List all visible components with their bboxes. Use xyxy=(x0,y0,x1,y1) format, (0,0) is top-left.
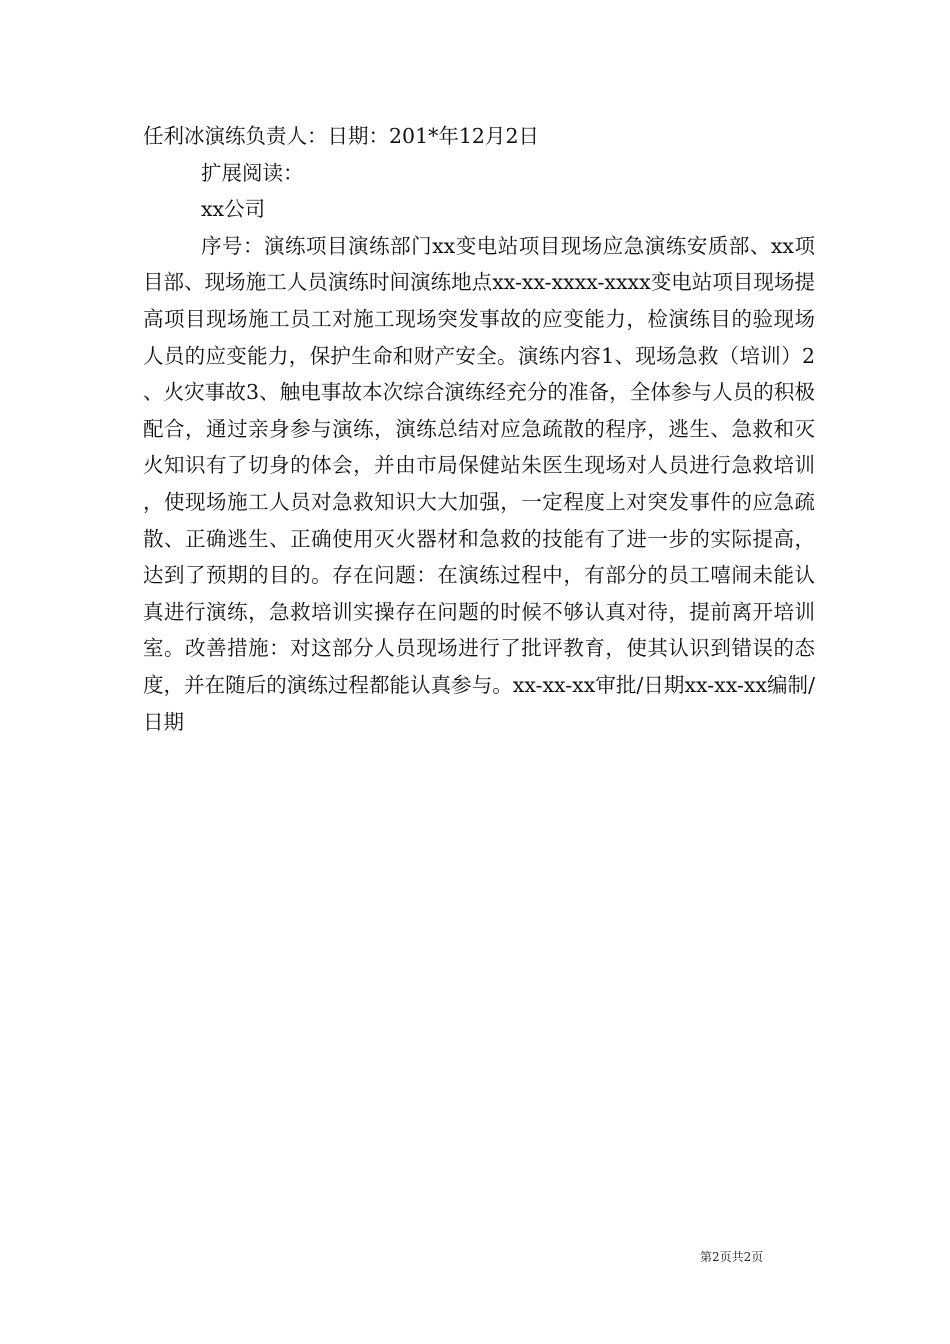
signature-line: 任利冰演练负责人：日期：201*年12月2日 xyxy=(143,124,540,148)
document-content xyxy=(143,118,815,740)
page-indicator: 第2页共2页 xyxy=(700,1250,764,1264)
drill-report-body: 序号：演练项目演练部门xx变电站项目现场应急演练安质部、xx项目部、现场施工人员演练时间演练地点xx-xx-xxxx-xxxx变电站项目现场提高项目现场施工员工对施工现场突发事故的应变能力，检演练目的验现场人员的应变能力，保护生命和财产安全。演练内容1、现场急救（培训）2、火灾事故3、触电事故本次综合演练经充分的准备，全体参与人员的积极配合，通过亲身参与演练，演练总结对应急疏散的程序，逃生、急救和灭火知识有了切身的体会，并由市局保健站朱医生现场对人员进行急救培训，使现场施工人员对急救知识大大加强，一定程度上对突发事件的应急疏散、正确逃生、正确使用灭火器材和急救的技能有了进一步的实际提高，达到了预期的目的。存在问题：在演练过程中，有部分的员工嘻闹未能认真进行演练，急救培训实操存在问题的时候不够认真对待，提前离开培训室。改善措施：对这部分人员现场进行了批评教育，使其认识到错误的态度，并在随后的演练过程都能认真参与。xx-xx-xx审批/日期xx-xx-xx编制/日期 xyxy=(143,233,815,734)
extended-reading-label: 扩展阅读： xyxy=(201,160,304,185)
company-name: xx公司 xyxy=(201,197,266,222)
